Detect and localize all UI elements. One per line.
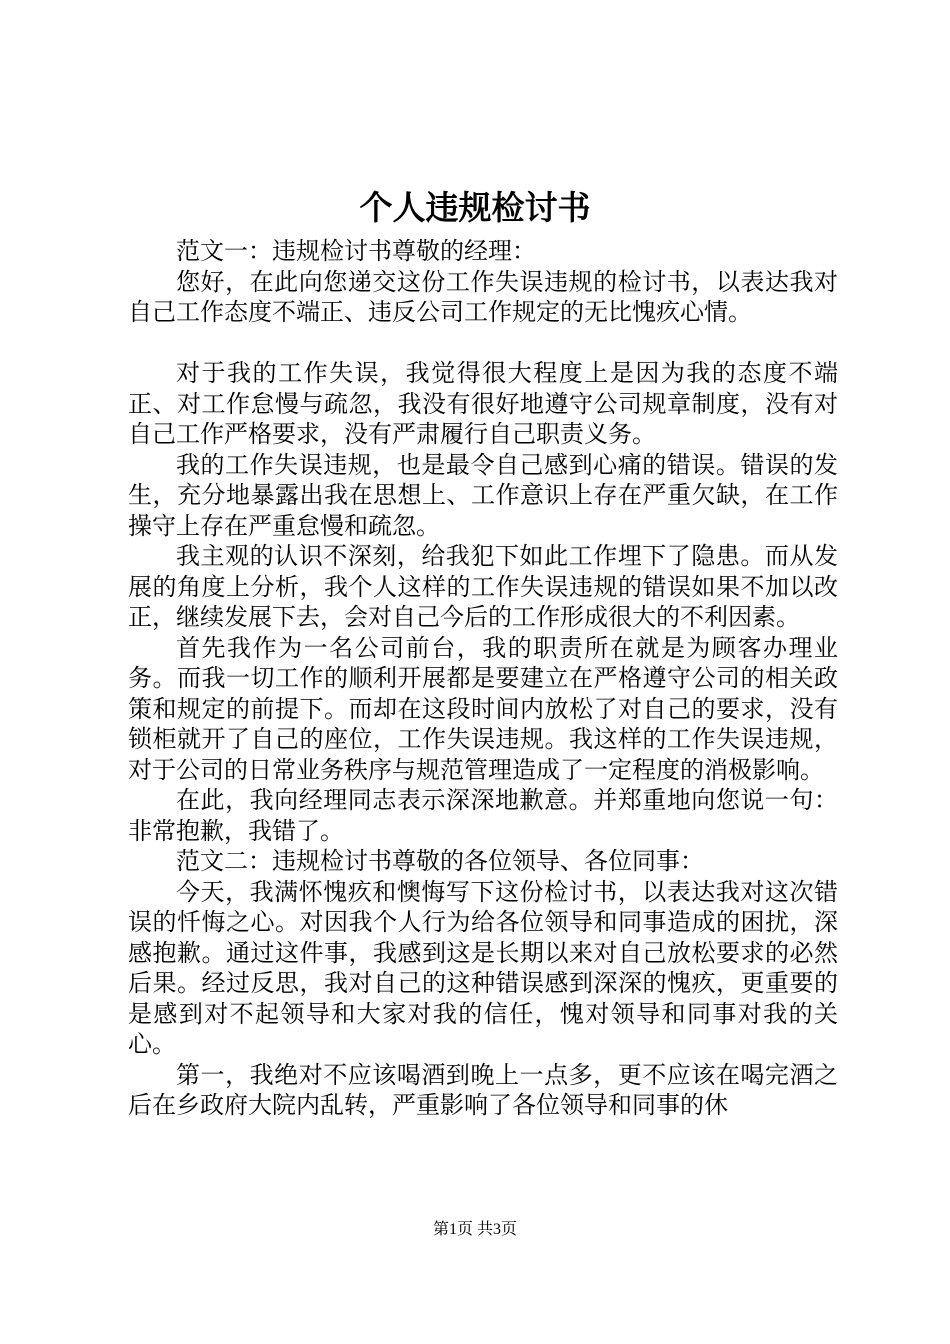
paragraph: 我的工作失误违规，也是最令自己感到心痛的错误。错误的发生，充分地暴露出我在思想上、工作意识上存在严重欠缺，在工作操守上存在严重怠慢和疏忽。 [128,450,838,540]
paragraph: 我主观的认识不深刻，给我犯下如此工作埋下了隐患。而从发展的角度上分析，我个人这样的工作失误违规的错误如果不加以改正，继续发展下去，会对自己今后的工作形成很大的不利因素。 [128,542,838,631]
paragraph: 对于我的工作失误，我觉得很大程度上是因为我的态度不端正、对工作怠慢与疏忽，我没有很好地遵守公司规章制度，没有对自己工作严格要求，没有严肃履行自己职责义务。 [128,359,838,448]
document-title: 个人违规检讨书 [359,188,591,227]
paragraph: 范文一：违规检讨书尊敬的经理： [176,237,536,265]
paragraph: 首先我作为一名公司前台，我的职责所在就是为顾客办理业务。而我一切工作的顺利开展都是要建立在严格遵守公司的相关政策和规定的前提下。而却在这段时间内放松了对自己的要求，没有锁柜就开了自己的座位，工作失误违规。我这样的工作失误违规，对于公司的日常业务秩序与规范管理造成了一定程度的消极影响。 [128,633,838,784]
paragraph: 第一，我绝对不应该喝酒到晚上一点多，更不应该在喝完酒之后在乡政府大院内乱转，严重影响了各位领导和同事的休 [128,1060,838,1119]
paragraph: 今天，我满怀愧疚和懊悔写下这份检讨书，以表达我对这次错误的忏悔之心。对因我个人行为给各位领导和同事造成的困扰，深感抱歉。通过这件事，我感到这是长期以来对自己放松要求的必然后果。经过反思，我对自己的这种错误感到深深的愧疚，更重要的是感到对不起领导和大家对我的信任，愧对领导和同事对我的关心。 [128,877,838,1058]
page-footer: 第1页 共3页 [432,1221,517,1238]
document-body [128,236,838,1121]
paragraph: 范文二：违规检讨书尊敬的各位领导、各位同事： [176,847,704,875]
paragraph: 您好，在此向您递交这份工作失误违规的检讨书，以表达我对自己工作态度不端正、违反公司工作规定的无比愧疚心情。 [128,267,838,326]
paragraph: 在此，我向经理同志表示深深地歉意。并郑重地向您说一句：非常抱歉，我错了。 [128,786,838,845]
